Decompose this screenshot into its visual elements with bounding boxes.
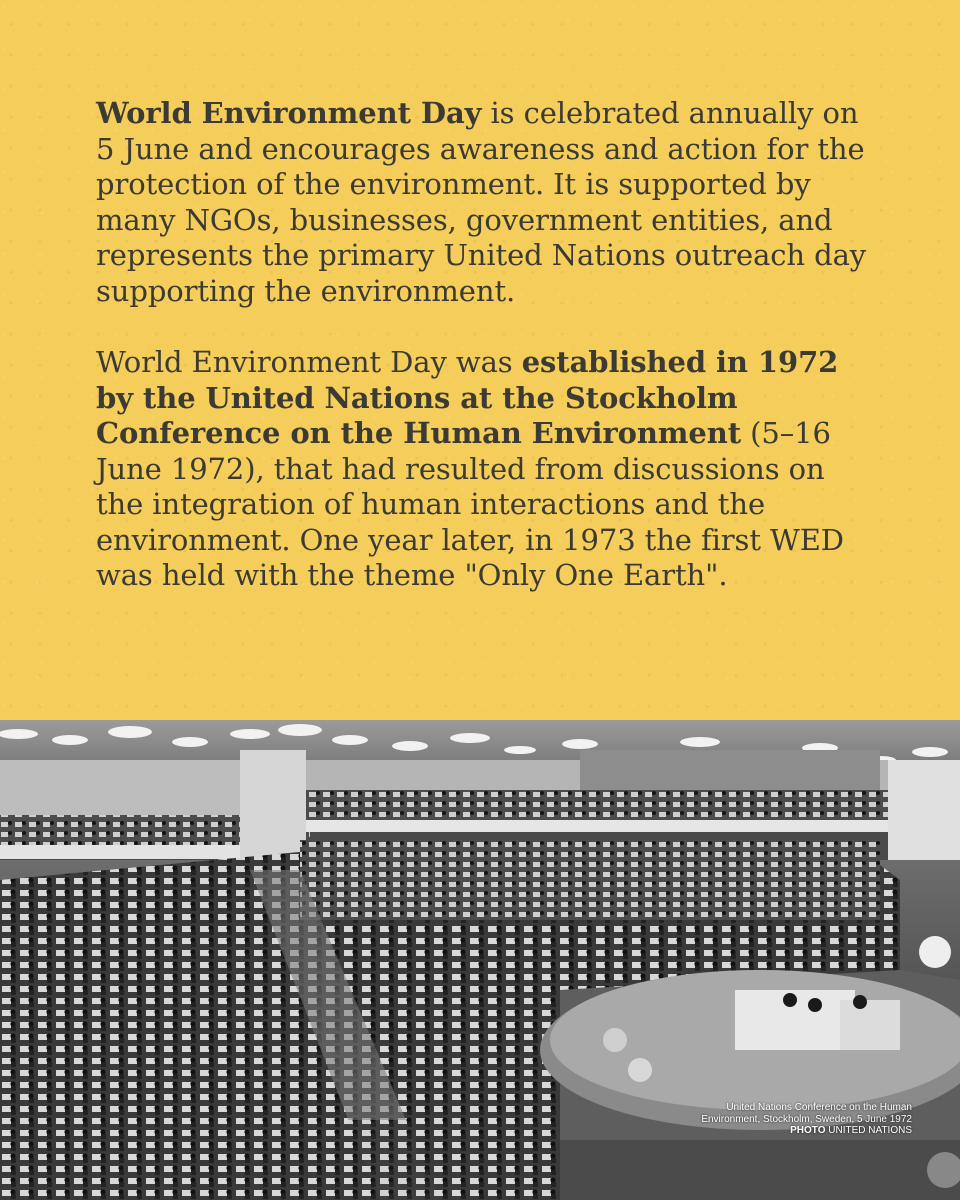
credit-label: PHOTO <box>790 1125 826 1136</box>
history-paragraph <box>96 345 876 594</box>
flower-arrangement <box>919 936 951 968</box>
history-text-before: World Environment Day was <box>96 345 522 379</box>
photo-credit <box>572 1125 912 1137</box>
caption-line-2: Environment, Stockholm, Sweden, 5 June 1972 <box>701 1113 912 1125</box>
intro-paragraph <box>96 96 876 309</box>
intro-text: is celebrated annually on 5 June and encourages awareness and action for the protection of the environment. It is supported by many NGOs, businesses, government entities, and represents the primary United Nations outreach day supporting the environment. <box>96 96 867 308</box>
caption-line-1: United Nations Conference on the Human <box>726 1102 912 1113</box>
article-text <box>96 96 876 594</box>
intro-bold-lead: World Environment Day <box>96 96 482 130</box>
credit-value: UNITED NATIONS <box>825 1125 912 1136</box>
photo-caption <box>572 1102 912 1137</box>
history-text-after: (5–16 June 1972), that had resulted from discussions on the integration of human interactions and the environment. One year later, in 1973 the first WED was held with the theme "Only One Earth". <box>96 416 844 592</box>
history-bold-segment: established in 1972 by the United Nations at the Stockholm Conference on the Human Environment <box>96 345 839 450</box>
